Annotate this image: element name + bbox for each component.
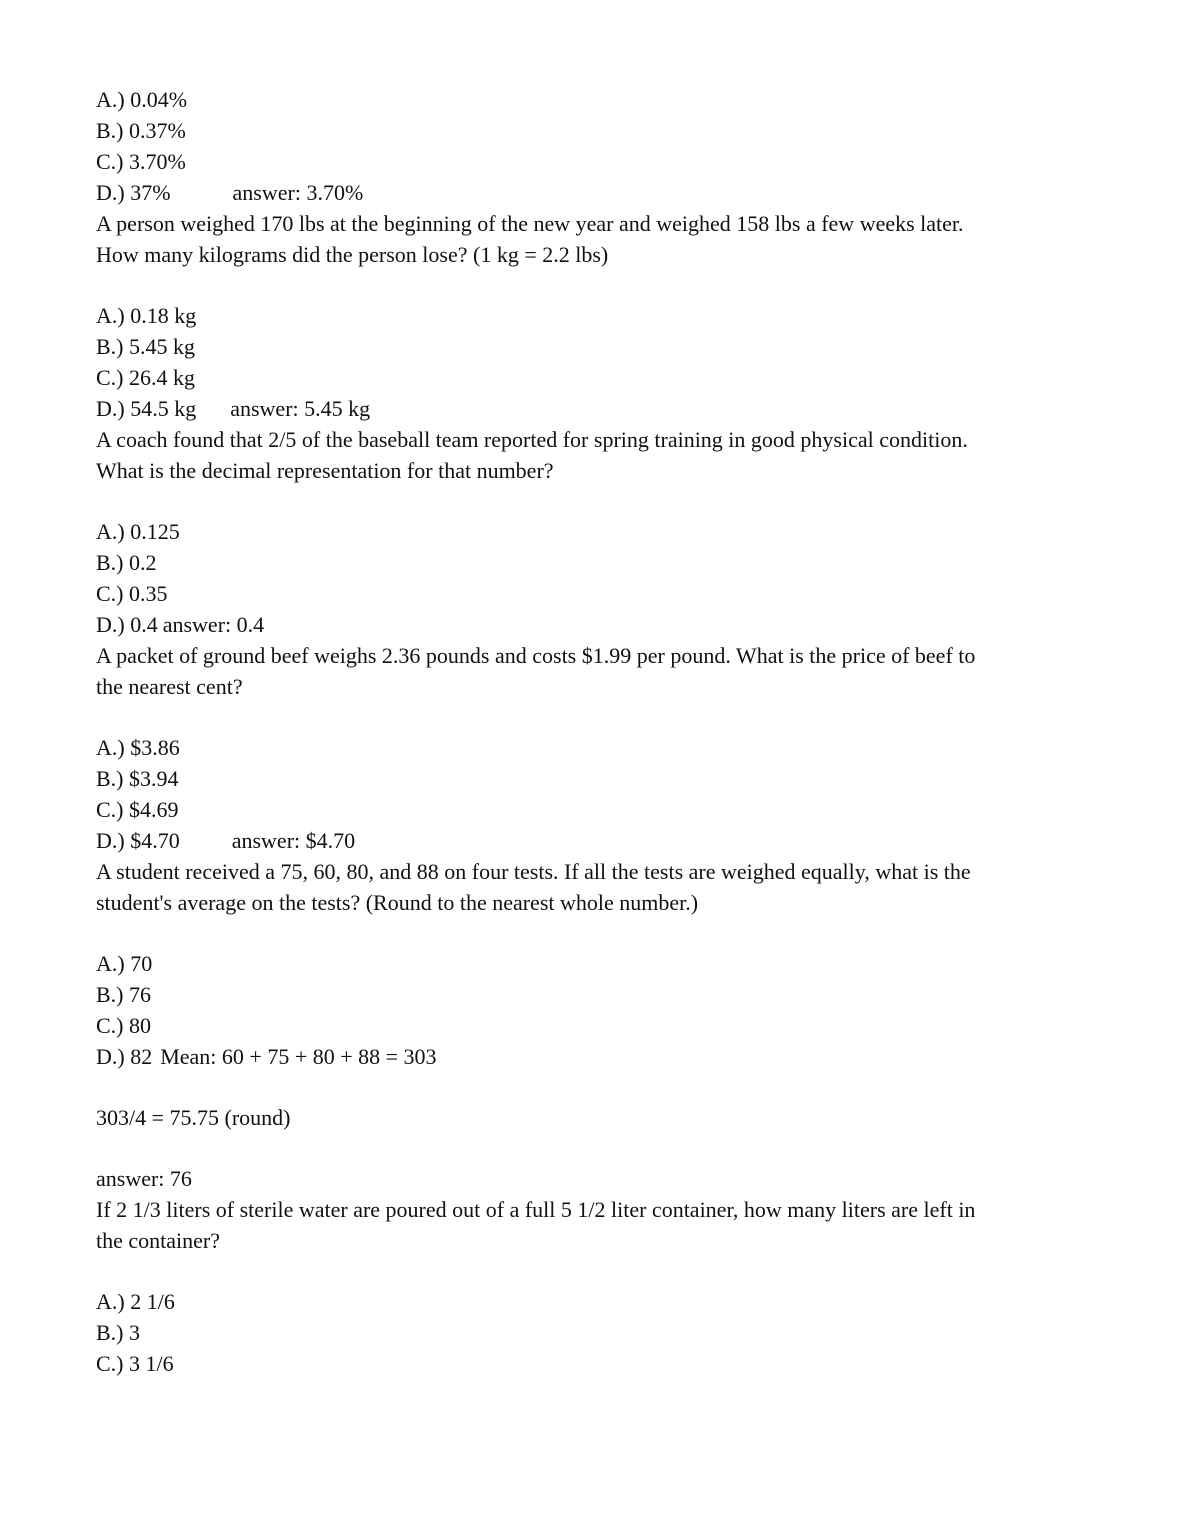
option-c: C.) 3 1/6 xyxy=(96,1351,174,1376)
question-text: A person weighed 170 lbs at the beginning of the new year and weighed 158 lbs a few weeks later. xyxy=(96,211,964,236)
question-text: What is the decimal representation for that number? xyxy=(96,458,554,483)
option-b: B.) 0.2 xyxy=(96,550,157,575)
option-b: B.) 76 xyxy=(96,982,151,1007)
option-d-row xyxy=(96,393,1056,424)
question-text: student's average on the tests? (Round to the nearest whole number.) xyxy=(96,890,699,915)
option-c: C.) $4.69 xyxy=(96,797,179,822)
option-b: B.) 5.45 kg xyxy=(96,334,195,359)
question-text: the container? xyxy=(96,1228,220,1253)
work-text: Mean: 60 + 75 + 80 + 88 = 303 xyxy=(160,1044,437,1069)
answer-text: answer: 3.70% xyxy=(232,180,364,205)
option-a: A.) 0.125 xyxy=(96,519,180,544)
option-d: D.) $4.70 xyxy=(96,828,180,853)
option-c: C.) 26.4 kg xyxy=(96,365,195,390)
option-b: B.) 3 xyxy=(96,1320,140,1345)
option-c: C.) 3.70% xyxy=(96,149,186,174)
answer-text: answer: 76 xyxy=(96,1166,192,1191)
answer-text: answer: 5.45 kg xyxy=(230,396,371,421)
option-a: A.) $3.86 xyxy=(96,735,180,760)
option-d: D.) 37% xyxy=(96,180,171,205)
option-a: A.) 2 1/6 xyxy=(96,1289,175,1314)
option-b: B.) $3.94 xyxy=(96,766,179,791)
work-text: 303/4 = 75.75 (round) xyxy=(96,1105,291,1130)
option-d-row xyxy=(96,609,1056,640)
question-text: the nearest cent? xyxy=(96,674,243,699)
document-page xyxy=(96,84,1056,1379)
answer-text: answer: 0.4 xyxy=(162,612,265,637)
option-d-row xyxy=(96,177,1056,208)
option-d: D.) 54.5 kg xyxy=(96,396,197,421)
question-text: How many kilograms did the person lose? (1 kg = 2.2 lbs) xyxy=(96,242,609,267)
option-c: C.) 0.35 xyxy=(96,581,168,606)
option-a: A.) 0.18 kg xyxy=(96,303,197,328)
option-a: A.) 70 xyxy=(96,951,153,976)
option-c: C.) 80 xyxy=(96,1013,151,1038)
option-a: A.) 0.04% xyxy=(96,87,188,112)
option-d: D.) 0.4 xyxy=(96,612,158,637)
question-text: A student received a 75, 60, 80, and 88 on four tests. If all the tests are weighed equally, what is the xyxy=(96,859,971,884)
option-d-row xyxy=(96,825,1056,856)
question-text: A packet of ground beef weighs 2.36 pounds and costs $1.99 per pound. What is the price of beef to xyxy=(96,643,976,668)
option-d: D.) 82 xyxy=(96,1044,153,1069)
answer-text: answer: $4.70 xyxy=(231,828,356,853)
option-d-row xyxy=(96,1041,1056,1072)
question-text: A coach found that 2/5 of the baseball team reported for spring training in good physical condition. xyxy=(96,427,968,452)
option-b: B.) 0.37% xyxy=(96,118,186,143)
question-text: If 2 1/3 liters of sterile water are poured out of a full 5 1/2 liter container, how many liters are left in xyxy=(96,1197,976,1222)
